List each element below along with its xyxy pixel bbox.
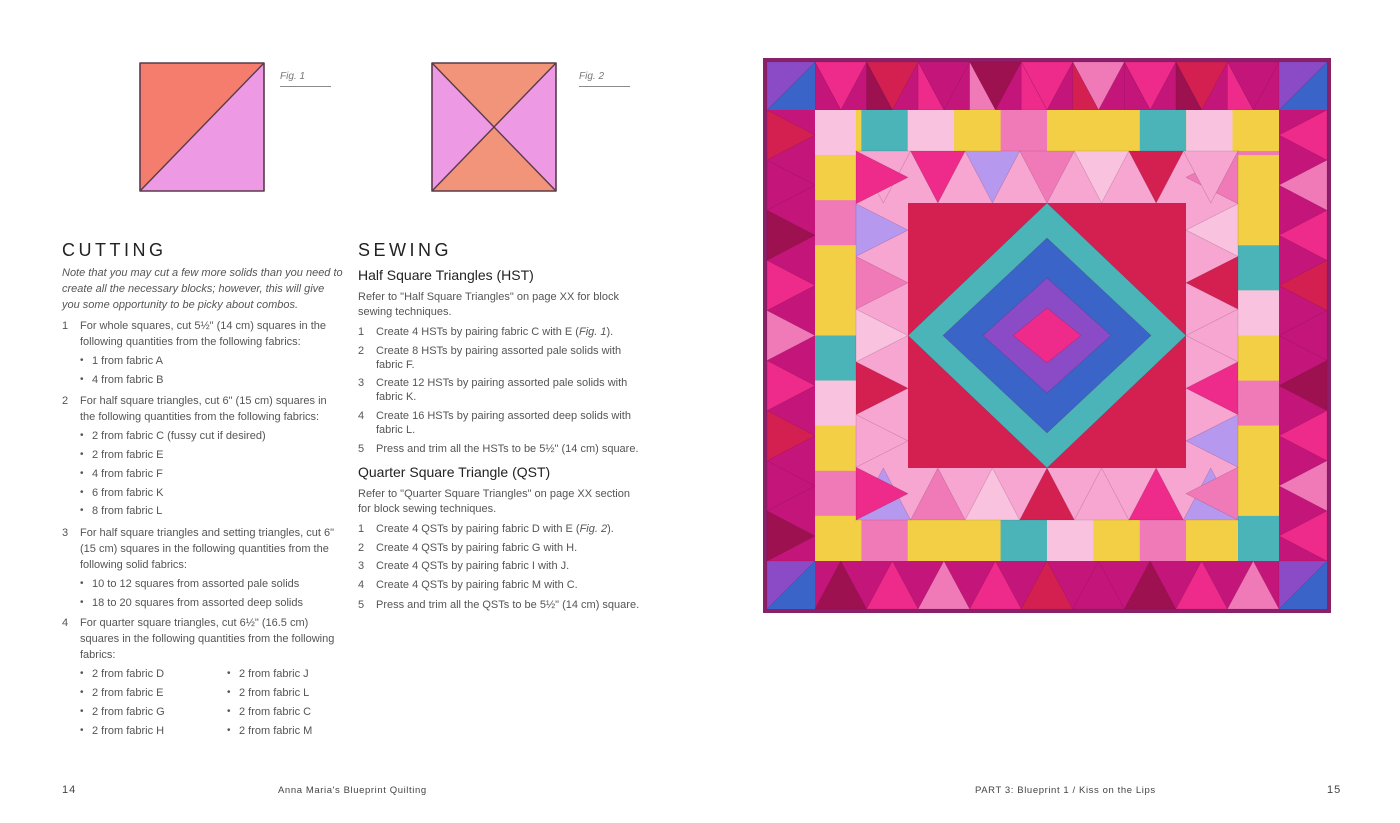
quilt-patch — [1140, 110, 1186, 151]
quilt-patch — [815, 245, 856, 290]
step-text: Create 4 HSTs by pairing fabric C with E (Fig. 1). — [376, 326, 614, 338]
step-number: 2 — [358, 345, 365, 357]
quilt-patch — [861, 520, 907, 561]
step-text: Create 4 QSTs by pairing fabric I with J. — [376, 560, 570, 572]
step-number: 1 — [358, 326, 365, 338]
step-text-line: Create 16 HSTs by pairing assorted deep solids with — [376, 410, 631, 422]
qst-step-5 — [358, 597, 648, 613]
running-title-right: PART 3: Blueprint 1 / Kiss on the Lips — [975, 785, 1156, 796]
step-text: Press and trim all the QSTs to be 5½" (14 cm) square. — [376, 599, 640, 611]
hst-step-1 — [358, 324, 648, 340]
quilt-patch — [815, 381, 856, 426]
quilt-patch — [1238, 155, 1279, 200]
quilt-patch — [1093, 520, 1139, 561]
step-number: 5 — [358, 599, 365, 611]
step-number: 4 — [358, 579, 365, 591]
step-number: 4 — [62, 617, 69, 629]
quilt-center-medallion — [908, 203, 1186, 468]
step-text-line: fabric K. — [376, 391, 417, 403]
fig1-rule — [280, 86, 331, 87]
quilt-patch — [1238, 426, 1279, 471]
quilt-patch — [1047, 110, 1093, 151]
fig2-label: Fig. 2 — [579, 71, 605, 82]
step-number: 3 — [358, 377, 365, 389]
page-number-right: 15 — [1327, 784, 1342, 796]
quilt-photo — [763, 58, 1331, 613]
quilt-patch — [1238, 516, 1279, 561]
step-number: 2 — [358, 542, 365, 554]
running-title-left: Anna Maria's Blueprint Quilting — [278, 785, 427, 796]
qst-step-1 — [358, 521, 648, 537]
hst-step-3 — [358, 375, 648, 407]
step-text-line: following quantities from the following fabrics: — [80, 336, 301, 348]
qst-intro-line: Refer to "Quarter Square Triangles" on page XX section — [358, 488, 630, 500]
quilt-patch — [815, 290, 856, 335]
quilt-patch — [1233, 110, 1279, 151]
qst-step-3 — [358, 558, 648, 574]
cutting-step-4 — [62, 615, 347, 665]
quilt-patch — [954, 110, 1000, 151]
qst-intro-line: for block sewing techniques. — [358, 503, 497, 515]
step-text-line: (15 cm) squares in the following quantities from the — [80, 543, 329, 555]
quilt-patch — [1238, 200, 1279, 245]
qst-subheading: Quarter Square Triangle (QST) — [358, 464, 551, 480]
step-text: Create 4 QSTs by pairing fabric D with E (Fig. 2). — [376, 523, 614, 535]
quilt-patch — [954, 520, 1000, 561]
quilt-patch — [1238, 381, 1279, 426]
hst-step-2 — [358, 343, 648, 375]
quilt-patch — [861, 110, 907, 151]
step-number: 2 — [62, 395, 69, 407]
step-number: 4 — [358, 410, 365, 422]
quilt-patch — [1093, 110, 1139, 151]
quilt-patch — [1238, 471, 1279, 516]
hst-step-5 — [358, 441, 648, 457]
step-text: Create 4 QSTs by pairing fabric G with H. — [376, 542, 578, 554]
step-text-line: For quarter square triangles, cut 6½" (16.5 cm) — [80, 617, 309, 629]
step-text-line: the following quantities from the following fabrics: — [80, 411, 320, 423]
step-text-line: Create 12 HSTs by pairing assorted pale solids with — [376, 377, 628, 389]
step-text-line: For half square triangles, cut 6" (15 cm) squares in — [80, 395, 327, 407]
quilt-patch — [1238, 290, 1279, 335]
step-number: 1 — [358, 523, 365, 535]
step-number: 3 — [358, 560, 365, 572]
quilt-patch — [815, 426, 856, 471]
step-text-line: For half square triangles and setting triangles, cut 6" — [80, 527, 334, 539]
quilt-patch — [908, 110, 954, 151]
quilt-patch — [1001, 110, 1047, 151]
quilt-patch — [1238, 336, 1279, 381]
fig2-rule — [579, 86, 630, 87]
cutting-step-3 — [62, 525, 347, 575]
quilt-patch — [1001, 520, 1047, 561]
step-text-line: following solid fabrics: — [80, 559, 187, 571]
step-text-line: fabric F. — [376, 359, 415, 371]
cutting-step-1 — [62, 318, 347, 352]
hst-intro-line: Refer to "Half Square Triangles" on page XX for block — [358, 291, 619, 303]
step-text-line: fabric L. — [376, 424, 416, 436]
quilt-patch — [1186, 110, 1232, 151]
quilt-patch — [908, 520, 954, 561]
cutting-step-2 — [62, 393, 347, 427]
step-number: 3 — [62, 527, 69, 539]
quilt-patch — [815, 200, 856, 245]
quilt-patch — [1186, 520, 1232, 561]
step-text-line: Create 8 HSTs by pairing assorted pale solids with — [376, 345, 622, 357]
sewing-heading: SEWING — [358, 240, 453, 260]
fig1-hst-diagram — [130, 55, 275, 203]
quilt-patch — [1140, 520, 1186, 561]
quilt-patch — [1238, 245, 1279, 290]
cutting-intro: Note that you may cut a few more solids than you need to create all the necessary blocks; however, this will give you some opportunity to be picky about combos. — [62, 267, 343, 311]
hst-step-4 — [358, 408, 648, 440]
step-text: Press and trim all the HSTs to be 5½" (14 cm) square. — [376, 443, 639, 455]
quilt-patch — [815, 155, 856, 200]
step-text-line: fabrics: — [80, 649, 116, 661]
step-number: 1 — [62, 320, 69, 332]
step-number: 5 — [358, 443, 365, 455]
quilt-patch — [815, 110, 856, 155]
qst-step-2 — [358, 540, 648, 556]
step-text-line: For whole squares, cut 5½" (14 cm) squares in the — [80, 320, 327, 332]
cutting-heading: CUTTING — [62, 240, 167, 260]
hst-subheading: Half Square Triangles (HST) — [358, 267, 534, 283]
quilt-patch — [815, 336, 856, 381]
fig1-label: Fig. 1 — [280, 71, 306, 82]
page-number-left: 14 — [62, 784, 77, 796]
quilt-patch — [1047, 520, 1093, 561]
qst-step-4 — [358, 577, 648, 593]
quilt-patch — [815, 516, 856, 561]
step-text-line: squares in the following quantities from the following — [80, 633, 335, 645]
quilt-patch — [815, 471, 856, 516]
fig2-qst-diagram — [422, 55, 570, 203]
hst-intro-line: sewing techniques. — [358, 306, 452, 318]
step-text: Create 4 QSTs by pairing fabric M with C. — [376, 579, 578, 591]
